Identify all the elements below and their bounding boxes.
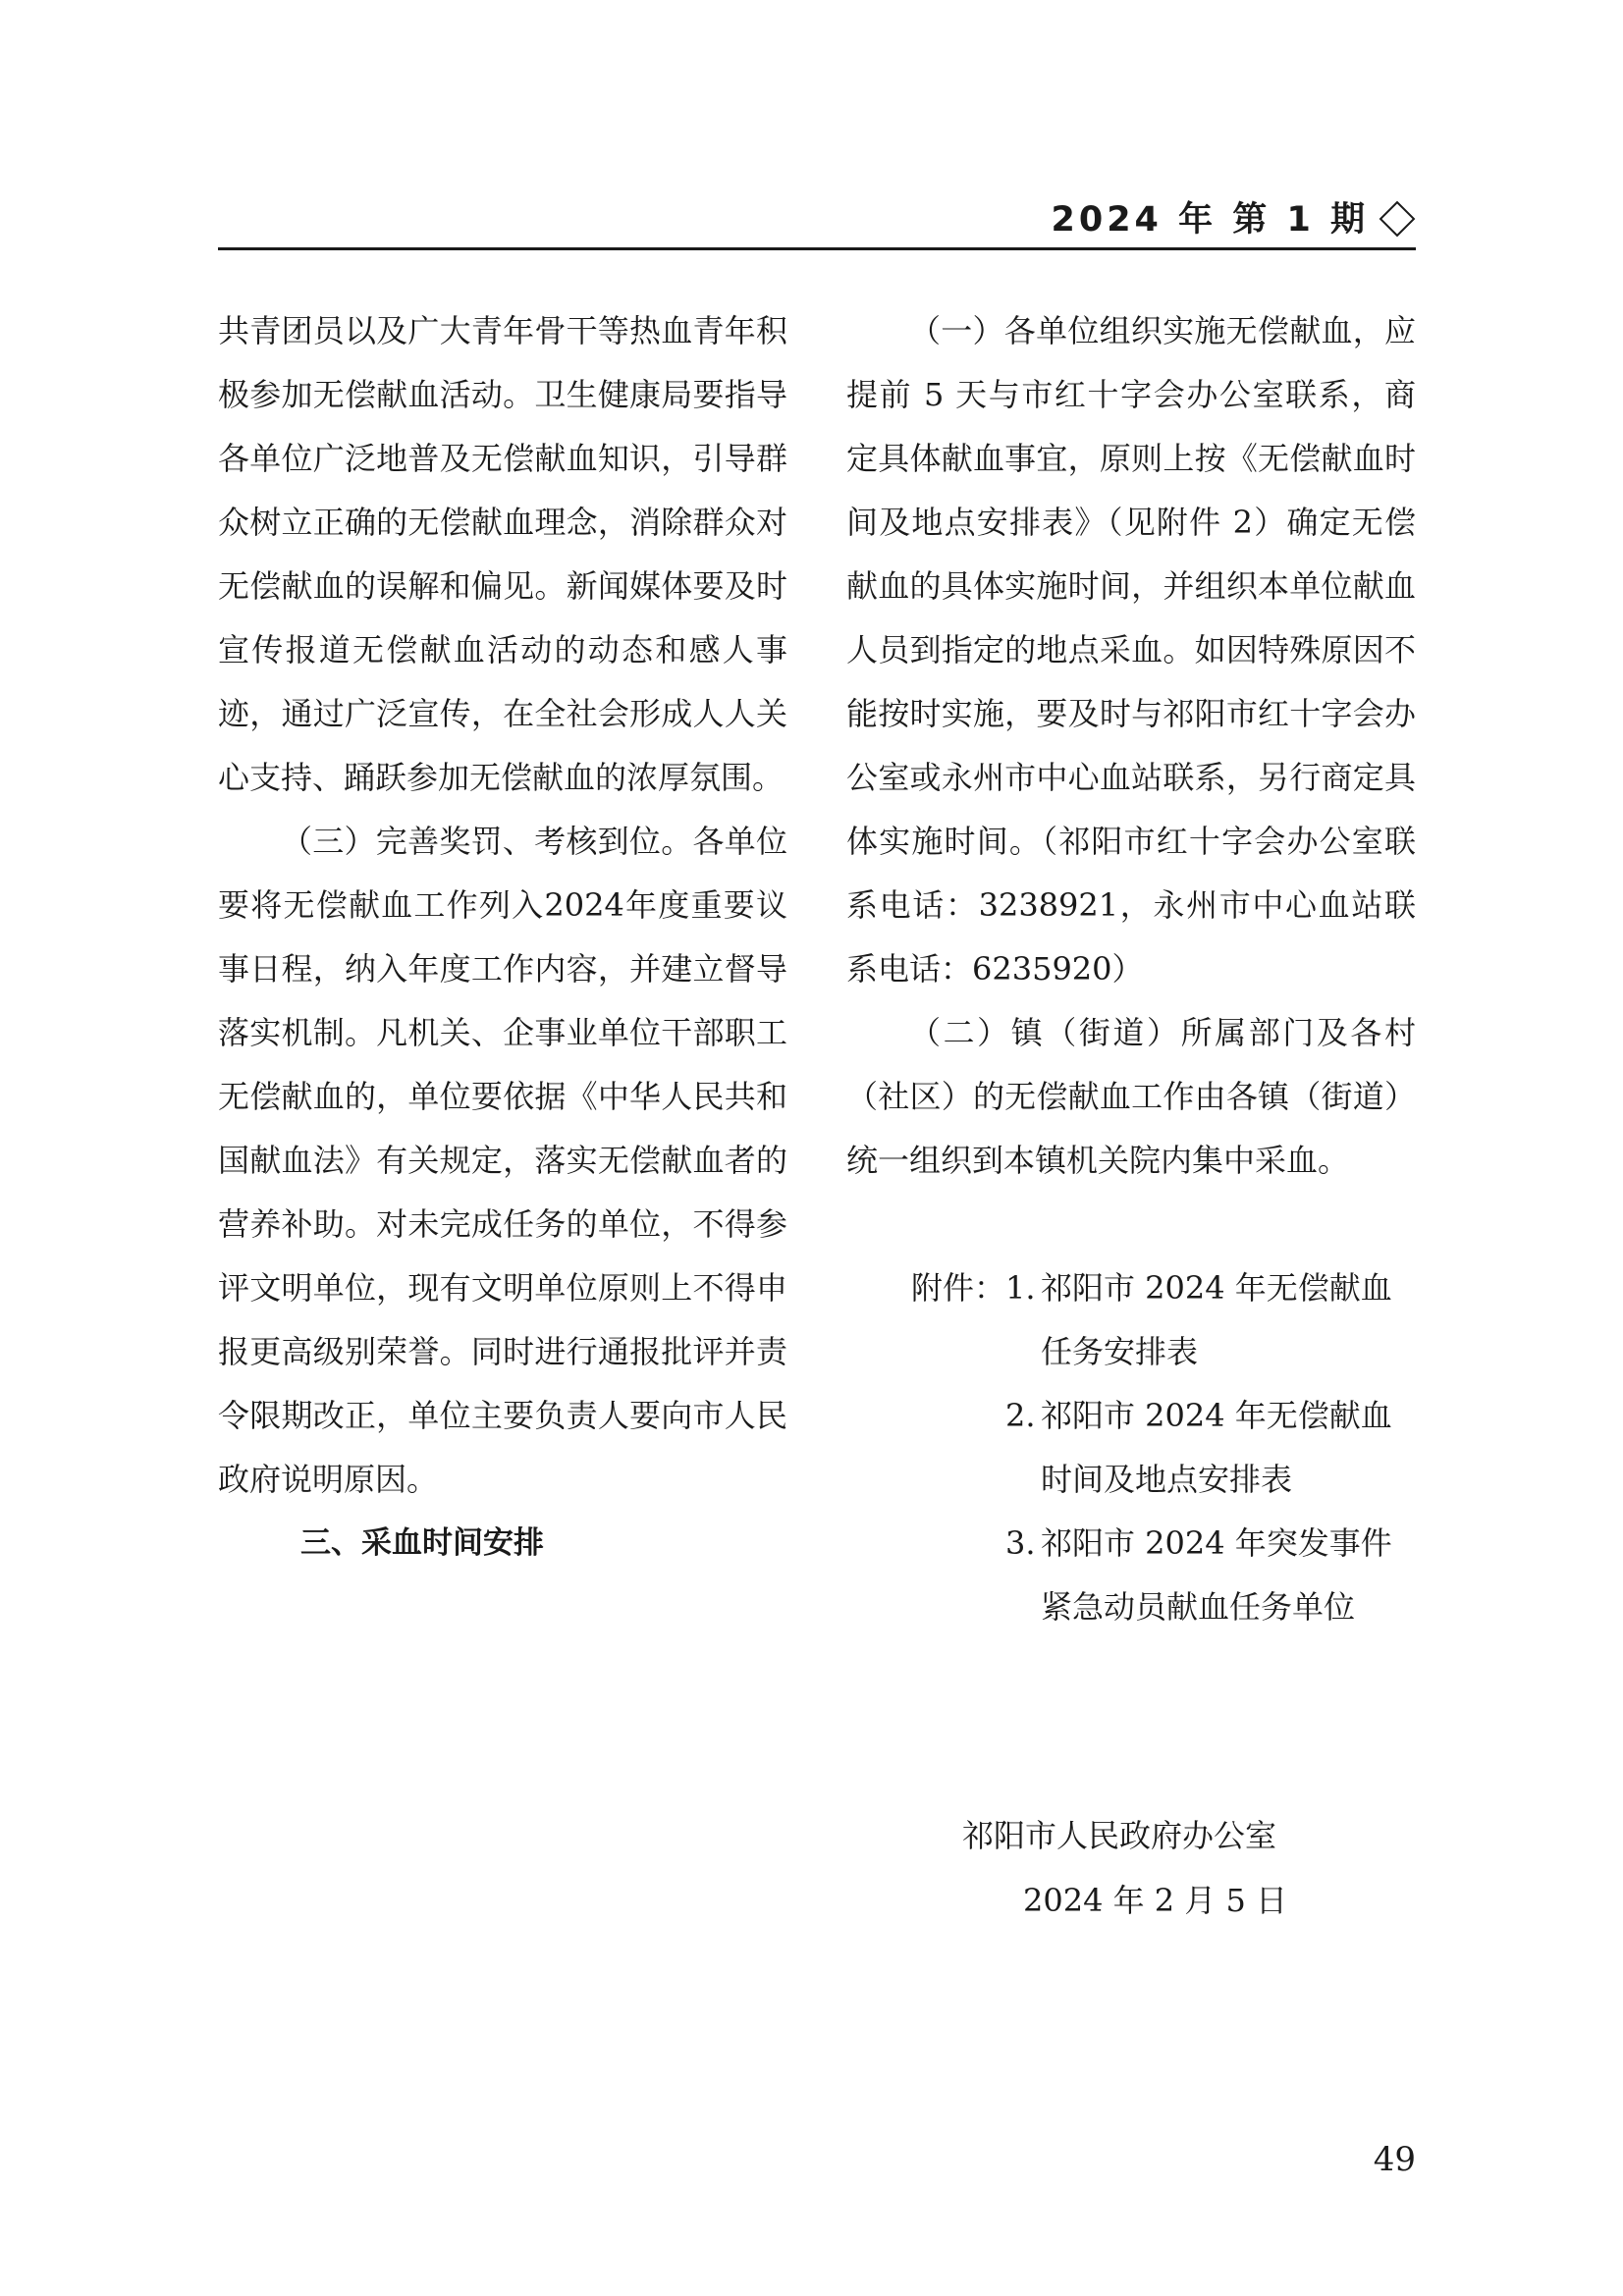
header-rule — [218, 247, 1416, 250]
issue-label: 2024 年 第 1 期 — [1051, 200, 1369, 240]
left-paragraph-2: （三）完善奖罚、考核到位。各单位要将无偿献血工作列入2024年度重要议事日程，纳入年度工作内容，并建立督导落实机制。凡机关、企事业单位干部职工无偿献血的，单位要依据《中华人民共和国献血法》有关规定，落实无偿献血者的营养补助。对未完成任务的单位，不得参评文明单位，现有文明单位原则上不得申报更高级别荣誉。同时进行通报批评并责令限期改正，单位主要负责人要向市人民政府说明原因。 — [218, 823, 787, 1498]
attachment-item — [846, 1256, 1416, 1384]
right-column — [846, 299, 1416, 1639]
right-paragraph-2: （二）镇（街道）所属部门及各村（社区）的无偿献血工作由各镇（街道）统一组织到本镇机关院内集中采血。 — [846, 1014, 1416, 1179]
attachment-item — [846, 1384, 1416, 1512]
attachment-number: 2. — [1005, 1397, 1036, 1434]
right-paragraph-1: （一）各单位组织实施无偿献血，应提前 5 天与市红十字会办公室联系，商定具体献血事宜，原则上按《无偿献血时间及地点安排表》（见附件 2）确定无偿献血的具体实施时间，并组织本单位献血人员到指定的地点采血。如因特殊原因不能按时实施，要及时与祁阳市红十字会办公室或永州市中心血站联系，另行商定具体实施时间。（祁阳市红十字会办公室联系电话：3238921，永州市中心血站联系电话：6235920） — [846, 312, 1416, 988]
signature-org: 祁阳市人民政府办公室 — [962, 1817, 1277, 1854]
page-header — [218, 192, 1416, 247]
page-number: 49 — [1373, 2140, 1416, 2179]
left-paragraph-1: 共青团员以及广大青年骨干等热血青年积极参加无偿献血活动。卫生健康局要指导各单位广泛地普及无偿献血知识，引导群众树立正确的无偿献血理念，消除群众对无偿献血的误解和偏见。新闻媒体要及时宣传报道无偿献血活动的动态和感人事迹，通过广泛宣传，在全社会形成人人关心支持、踊跃参加无偿献血的浓厚氛围。 — [218, 312, 787, 796]
attachment-item — [846, 1512, 1416, 1639]
attachments-list — [846, 1256, 1416, 1639]
attachment-title: 祁阳市 2024 年无偿献血时间及地点安排表 — [1041, 1397, 1392, 1498]
section-heading: 三、采血时间安排 — [300, 1525, 544, 1561]
diamond-icon — [1380, 201, 1416, 238]
attachment-title: 祁阳市 2024 年突发事件紧急动员献血任务单位 — [1041, 1524, 1392, 1626]
attachment-number: 3. — [1005, 1524, 1036, 1562]
attachment-title: 祁阳市 2024 年无偿献血任务安排表 — [1041, 1269, 1392, 1370]
signature-date: 2024 年 2 月 5 日 — [1023, 1882, 1288, 1919]
attachments-lead: 附件： — [911, 1269, 1006, 1307]
left-column — [218, 299, 787, 1575]
attachment-number: 1. — [1005, 1269, 1036, 1307]
